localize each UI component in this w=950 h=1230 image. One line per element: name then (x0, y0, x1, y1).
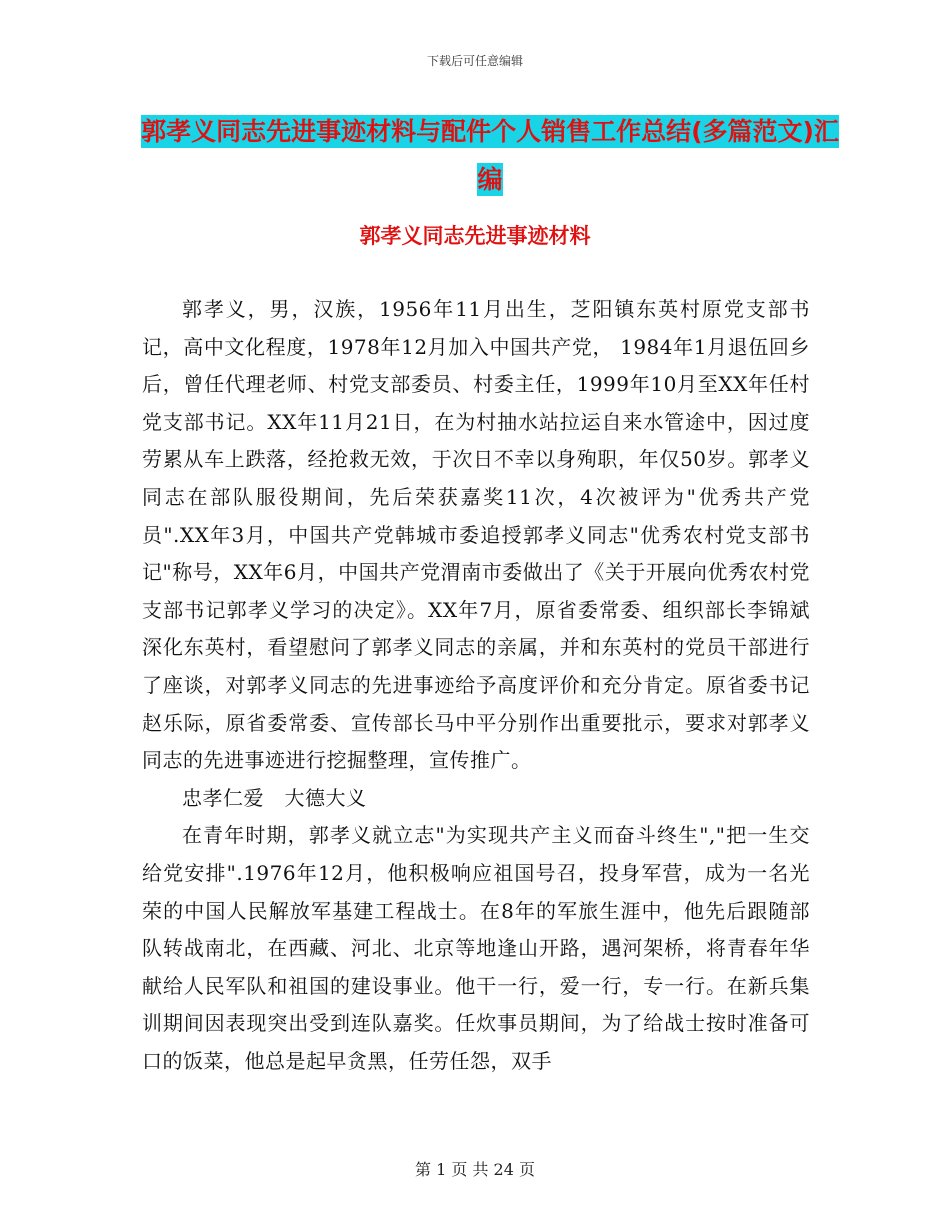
document-main-title (140, 108, 840, 204)
paragraph-youth: 在青年时期，郭孝义就立志"为实现共产主义而奋斗终生","把一生交给党安排".1976年12月，他积极响应祖国号召，投身军营，成为一名光荣的中国人民解放军基建工程战士。在8年的军旅生涯中，他先后跟随部队转战南北，在西藏、河北、北京等地逢山开路，遇河架桥，将青春年华献给人民军队和祖国的建设事业。他干一行，爱一行，专一行。在新兵集训期间因表现突出受到连队嘉奖。任炊事员期间，为了给战士按时准备可口的饭菜，他总是起早贪黑，任劳任怨，双手 (142, 823, 810, 1073)
page-header-note: 下载后可任意编辑 (426, 54, 523, 68)
document-body (142, 291, 810, 1080)
page-footer: 第 1 页 共 24 页 (415, 1160, 535, 1179)
paragraph-subheading: 忠孝仁爱 大德大义 (182, 785, 367, 810)
main-title-text: 郭孝义同志先进事迹材料与配件个人销售工作总结(多篇范文)汇编 (141, 117, 839, 194)
paragraph-intro: 郭孝义，男，汉族，1956年11月出生，芝阳镇东英村原党支部书记，高中文化程度，1978年12月加入中国共产党， 1984年1月退伍回乡后，曾任代理老师、村党支部委员、村委主任，1999年10月至XX年任村党支部书记。XX年11月21日，在为村抽水站拉运自来水管途中，因过度劳累从车上跌落，经抢救无效，于次日不幸以身殉职，年仅50岁。郭孝义同志在部队服役期间，先后荣获嘉奖11次，4次被评为"优秀共产党员".XX年3月，中国共产党韩城市委追授郭孝义同志"优秀农村党支部书记"称号，XX年6月，中国共产党渭南市委做出了《关于开展向优秀农村党支部书记郭孝义学习的决定》。XX年7月，原省委常委、组织部长李锦斌深化东英村，看望慰问了郭孝义同志的亲属，并和东英村的党员干部进行了座谈，对郭孝义同志的先进事迹给予高度评价和充分肯定。原省委书记赵乐际，原省委常委、宣传部长马中平分别作出重要批示，要求对郭孝义同志的先进事迹进行挖掘整理，宣传推广。 (142, 297, 810, 773)
section-title: 郭孝义同志先进事迹材料 (359, 224, 591, 248)
